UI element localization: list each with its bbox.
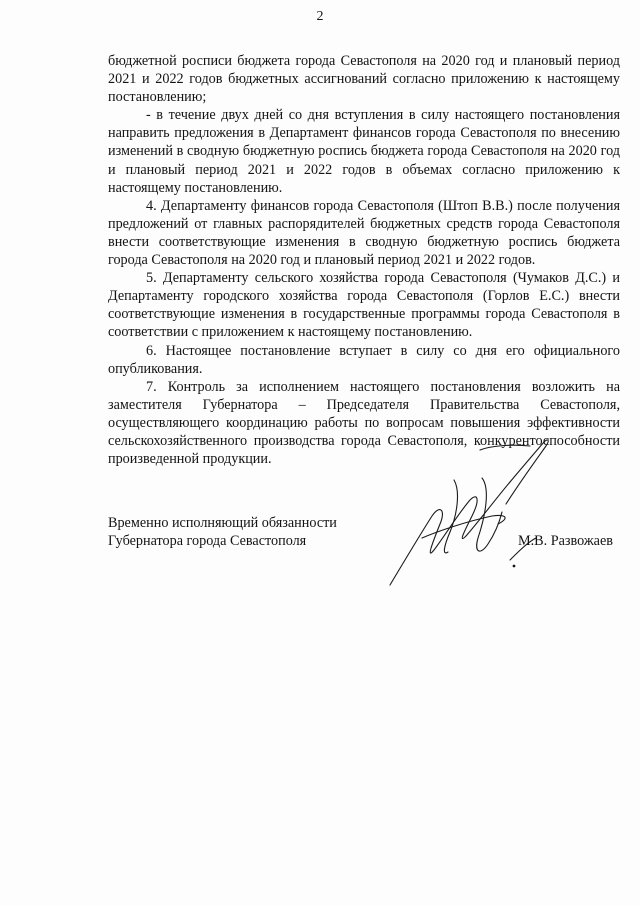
signer-name: М.В. Развожаев (518, 533, 613, 549)
signer-position-line-1: Временно исполняющий обязанности (108, 515, 337, 531)
signer-position (108, 514, 408, 550)
paragraph-item-6: 6. Настоящее постановление вступает в силу со дня его официального опубликования. (108, 342, 620, 377)
paragraph-item-7: 7. Контроль за исполнением настоящего постановления возложить на заместителя Губернатора – Председателя Правительства Севастополя, осуществляющего координацию работы по вопросам повышения эффективности сельскохозяйственного производства города Севастополя, конкурентоспособности произведенной продукции. (108, 378, 620, 468)
paragraph-bullet-proposals: - в течение двух дней со дня вступления в силу настоящего постановления направить предложения в Департамент финансов города Севастополя по внесению изменений в сводную бюджетную роспись бюджета города Севастополя на 2020 год и плановый период 2021 и 2022 годов в объемах согласно приложению к настоящему постановлению. (108, 107, 620, 196)
signer-position-line-2: Губернатора города Севастополя (108, 533, 307, 549)
paragraph-item-5: 5. Департаменту сельского хозяйства города Севастополя (Чумаков Д.С.) и Департаменту городского хозяйства города Севастополя (Горлов Е.С.) внести соответствующие изменения в государственные программы города Севастополя в соответствии с приложением к настоящему постановлению. (108, 270, 620, 341)
paragraph-item-4: 4. Департаменту финансов города Севастополя (Штоп В.В.) после получения предложений от главных распорядителей бюджетных средств города Севастополя внести соответствующие изменения в сводную бюджетную роспись бюджета города Севастополя на 2020 год и плановый период 2021 и 2022 годов. (108, 197, 620, 269)
document-body (108, 52, 620, 468)
paragraph-continuation: бюджетной росписи бюджета города Севастополя на 2020 год и плановый период 2021 и 2022 годов бюджетных ассигнований согласно приложению к настоящему постановлению; (108, 53, 620, 106)
page-number: 2 (316, 9, 324, 24)
